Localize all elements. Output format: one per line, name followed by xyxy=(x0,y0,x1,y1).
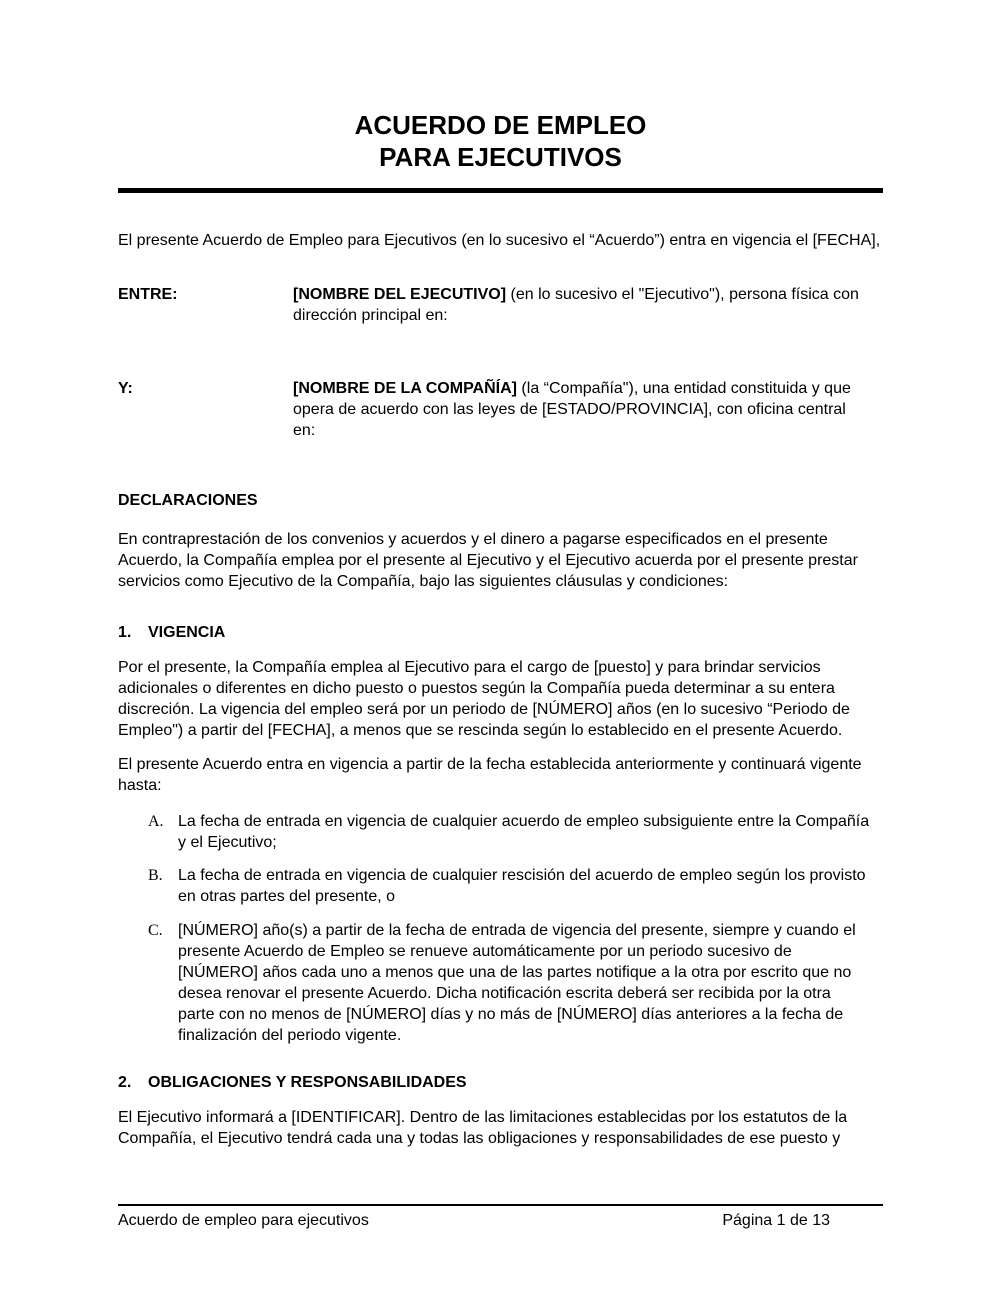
list-item-a-text: La fecha de entrada en vigencia de cualquier acuerdo de empleo subsiguiente entre la Compañía y el Ejecutivo; xyxy=(178,813,870,851)
section-1-paragraph-2: El presente Acuerdo entra en vigencia a partir de la fecha establecida anteriormente y continuará vigente hasta: xyxy=(118,756,862,794)
declarations-paragraph: En contraprestación de los convenios y acuerdos y el dinero a pagarse especificados en el presente Acuerdo, la Compañía emplea por el presente al Ejecutivo y el Ejecutivo acuerda por el presente prestar servicios como Ejecutivo de la Compañía, bajo las siguientes cláusulas y condiciones: xyxy=(118,531,858,590)
page-title xyxy=(118,109,883,173)
section-1-title: VIGENCIA xyxy=(148,624,226,641)
party-row-y xyxy=(118,378,883,441)
section-1-heading xyxy=(118,622,883,643)
list-item-c xyxy=(148,920,883,1046)
title-line-1: ACUERDO DE EMPLEO xyxy=(354,110,647,140)
document-content xyxy=(118,0,883,1149)
footer-rule xyxy=(118,1204,883,1206)
party-text-y xyxy=(293,378,868,441)
company-name-placeholder: [NOMBRE DE LA COMPAÑÍA] xyxy=(293,380,517,397)
title-rule xyxy=(118,188,883,193)
section-1-number: 1. xyxy=(118,624,132,641)
list-marker-a: A. xyxy=(148,813,164,830)
footer-row xyxy=(118,1210,883,1231)
footer-document-name: Acuerdo de empleo para ejecutivos xyxy=(118,1212,369,1229)
section-2-title: OBLIGACIONES Y RESPONSABILIDADES xyxy=(148,1074,467,1091)
section-1-paragraph-1: Por el presente, la Compañía emplea al Ejecutivo para el cargo de [puesto] y para brindar servicios adicionales o diferentes en dicho puesto o puestos según la Compañía pueda determinar a su entera discreción. La vigencia del empleo será por un periodo de [NÚMERO] años (en lo sucesivo “Periodo de Empleo") a partir del [FECHA], a menos que se rescinda según lo establecido en el presente Acuerdo. xyxy=(118,659,850,739)
list-marker-b: B. xyxy=(148,867,163,884)
declarations-heading: DECLARACIONES xyxy=(118,492,258,509)
footer-page-number: Página 1 de 13 xyxy=(722,1212,830,1229)
party-description-y: (la “Compañía"), una entidad constituida y que opera de acuerdo con las leyes de [ESTADO/PROVINCIA], con oficina central en: xyxy=(293,380,851,439)
list-item-b xyxy=(148,865,883,907)
section-2-paragraph-1: El Ejecutivo informará a [IDENTIFICAR]. Dentro de las limitaciones establecidas por los estatutos de la Compañía, el Ejecutivo tendrá cada una y todas las obligaciones y responsabilidades de ese puesto y xyxy=(118,1109,848,1147)
intro-paragraph: El presente Acuerdo de Empleo para Ejecutivos (en lo sucesivo el “Acuerdo”) entra en vigencia el [FECHA], xyxy=(118,232,881,249)
list-marker-c: C. xyxy=(148,922,163,939)
party-label-y: Y: xyxy=(118,380,133,397)
list-item-a xyxy=(148,811,883,853)
title-line-2: PARA EJECUTIVOS xyxy=(379,142,622,172)
section-2-heading xyxy=(118,1072,883,1093)
party-description-entre: (en lo sucesivo el "Ejecutivo"), persona física con dirección principal en: xyxy=(293,286,859,324)
party-row-entre xyxy=(118,284,883,326)
section-2-number: 2. xyxy=(118,1074,132,1091)
page-footer xyxy=(118,1204,883,1231)
party-text-entre xyxy=(293,284,868,326)
list-item-c-text: [NÚMERO] año(s) a partir de la fecha de entrada de vigencia del presente, siempre y cuando el presente Acuerdo de Empleo se renueve automáticamente por un periodo sucesivo de [NÚMERO] años cada uno a menos que una de las partes notifique a la otra por escrito que no desea renovar el presente Acuerdo. Dicha notificación escrita deberá ser recibida por la otra parte con no menos de [NÚMERO] días y no más de [NÚMERO] días anteriores a la fecha de finalización del periodo vigente. xyxy=(178,922,856,1044)
executive-name-placeholder: [NOMBRE DEL EJECUTIVO] xyxy=(293,286,507,303)
party-label-entre: ENTRE: xyxy=(118,286,178,303)
list-item-b-text: La fecha de entrada en vigencia de cualquier rescisión del acuerdo de empleo según los provisto en otras partes del presente, o xyxy=(178,867,866,905)
